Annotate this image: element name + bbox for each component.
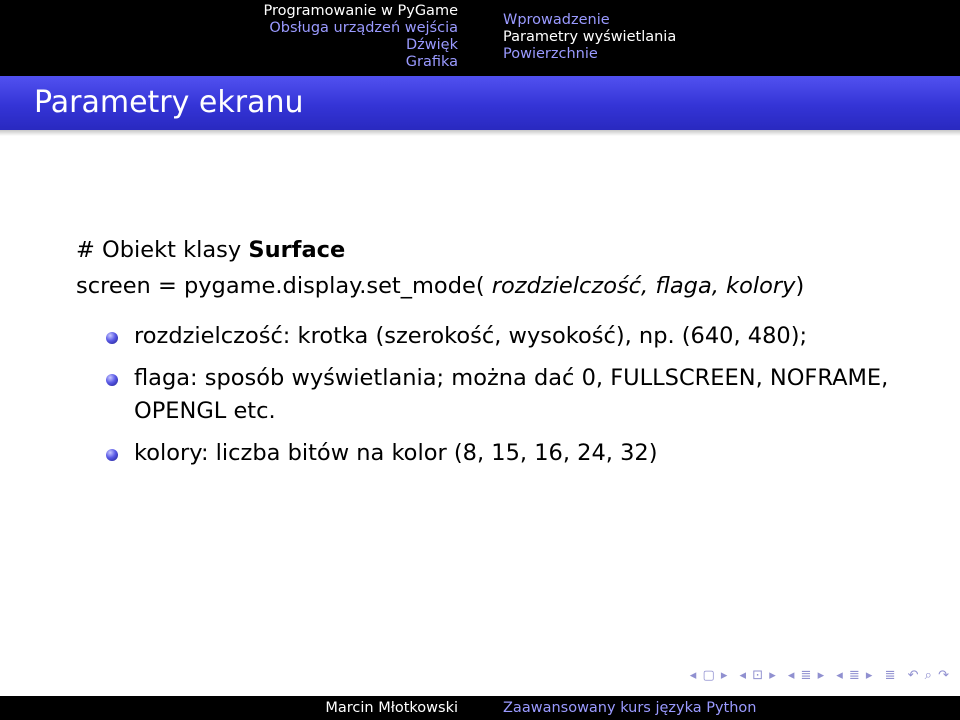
beamer-navigation-symbols [684,668,950,683]
code-comment-prefix: # Obiekt klasy [76,237,249,263]
nav-subsection-icon[interactable]: ◂ ⊡ ▸ [739,668,777,683]
bullet-ball-icon [106,332,118,344]
code-comment-class: Surface [248,237,346,263]
nav-frame-icon[interactable]: ◂ ▢ ▸ [689,668,729,683]
bullet-item [106,320,936,353]
bullet-list [106,320,936,479]
bullet-item [106,362,936,428]
bullet-text: flaga: sposób wyświetlania; można dać 0, FULLSCREEN, NOFRAME, OPENGL etc. [134,365,889,424]
code-call-line [76,268,804,304]
code-example [76,232,804,304]
bullet-item [106,437,936,470]
footer-author: Marcin Młotkowski [325,700,458,716]
subsection-link-surfaces[interactable]: Powierzchnie [503,46,598,62]
slide-title-bar [0,76,960,130]
slide-title: Parametry ekranu [34,85,304,120]
header-nav-bar [0,0,960,76]
code-call-prefix: screen = pygame.display.set_mode( [76,273,492,299]
footer-course: Zaawansowany kurs języka Python [503,700,757,716]
nav-search-icon[interactable]: ↶ ⌕ ↷ [907,668,950,683]
header-section-nav [0,0,480,76]
bullet-text: kolory: liczba bitów na kolor (8, 15, 16, 24, 32) [134,440,658,466]
title-bar-shadow [0,130,960,136]
nav-presentation-icon[interactable]: ◂ ≣ ▸ [836,668,874,683]
bullet-text: rozdzielczość: krotka (szerokość, wysokość), np. (640, 480); [134,323,808,349]
code-call-args: rozdzielczość, flaga, kolory [491,273,796,299]
bullet-ball-icon [106,449,118,461]
nav-outline-icon[interactable]: ≣ [884,668,897,683]
footer-bar [0,696,960,720]
code-call-suffix: ) [795,273,805,299]
code-comment-line [76,232,804,268]
bullet-ball-icon [106,374,118,386]
section-link-pygame[interactable]: Programowanie w PyGame [263,3,458,19]
section-link-sound[interactable]: Dźwięk [406,37,458,53]
subsection-link-introduction[interactable]: Wprowadzenie [503,12,610,28]
section-link-input-devices[interactable]: Obsługa urządzeń wejścia [269,20,458,36]
footer-author-box [0,696,480,720]
footer-course-box [480,696,960,720]
subsection-link-display-params[interactable]: Parametry wyświetlania [503,29,677,45]
nav-section-icon[interactable]: ◂ ≣ ▸ [787,668,826,683]
header-subsection-nav [480,0,960,76]
section-link-graphics[interactable]: Grafika [405,54,458,70]
